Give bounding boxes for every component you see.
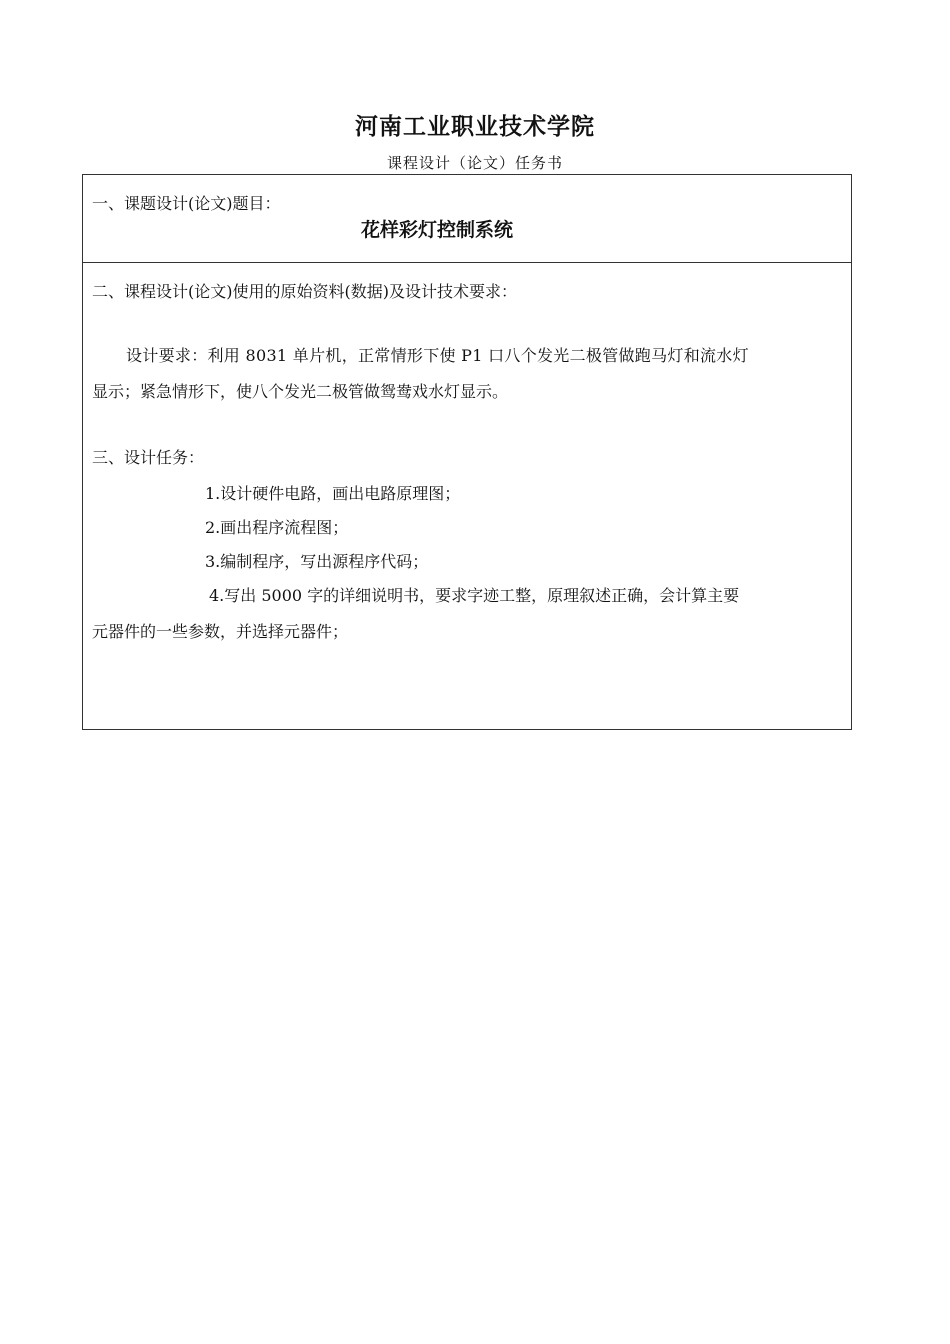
- requirement-text-line: 显示；紧急情形下，使八个发光二极管做鸳鸯戏水灯显示。: [92, 382, 509, 401]
- topic-label: 一、课题设计(论文)题目：: [92, 194, 281, 213]
- task-item: 2.画出程序流程图；: [205, 518, 349, 537]
- topic-row: [83, 175, 851, 263]
- task-item: 1.设计硬件电路，画出电路原理图；: [205, 484, 461, 503]
- document-subtitle: 课程设计（论文）任务书: [386, 154, 563, 172]
- requirement-text-line: 设计要求：利用 8031 单片机，正常情形下使 P1 口八个发光二极管做跑马灯和流水灯: [126, 346, 749, 365]
- requirements-row: [83, 263, 851, 729]
- task-form-table: [82, 174, 852, 730]
- task-item-continuation: 元器件的一些参数，并选择元器件；: [92, 622, 349, 641]
- tasks-heading: 三、设计任务：: [92, 448, 205, 467]
- task-item: 4.写出 5000 字的详细说明书，要求字迹工整，原理叙述正确，会计算主要: [209, 586, 740, 605]
- task-item: 3.编制程序，写出源程序代码；: [205, 552, 429, 571]
- topic-title: 花样彩灯控制系统: [360, 219, 513, 241]
- school-title: 河南工业职业技术学院: [355, 114, 595, 140]
- requirements-heading: 二、课程设计(论文)使用的原始资料(数据)及设计技术要求：: [92, 282, 517, 301]
